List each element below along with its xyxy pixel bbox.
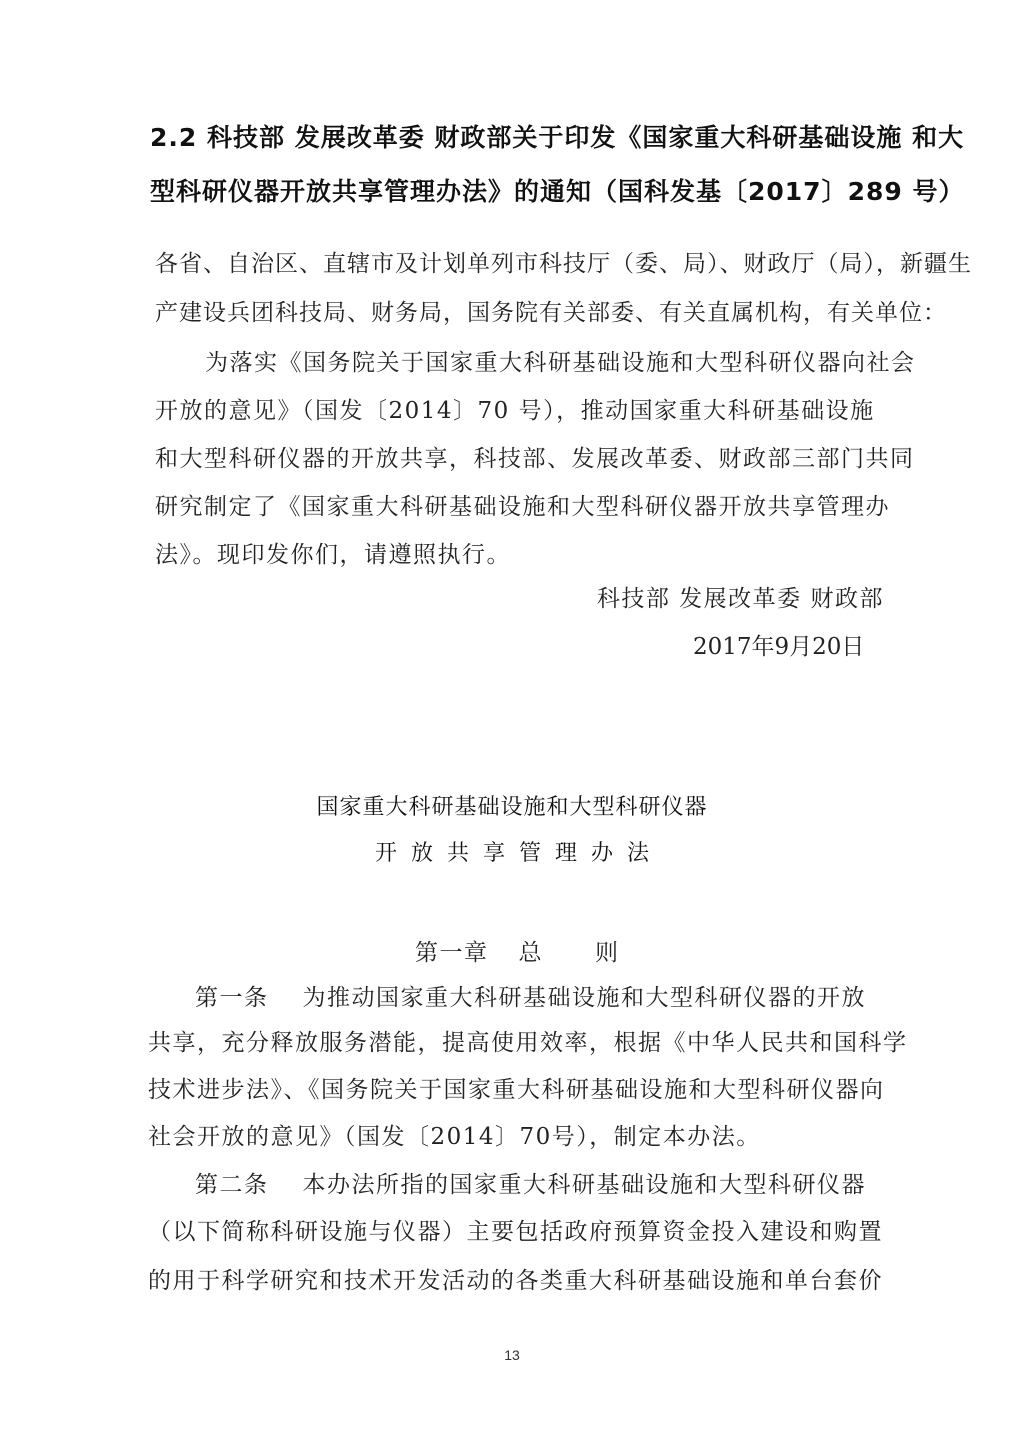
notice-body-line: 和大型科研仪器的开放共享，科技部、发展改革委、财政部三部门共同: [155, 446, 915, 472]
notice-recipients-line-1: 各省、自治区、直辖市及计划单列市科技厅（委、局）、财政厅（局），新疆生: [155, 251, 972, 277]
chapter-name-part-2: 则: [595, 940, 620, 966]
section-heading-line-1: 2.2 科技部 发展改革委 财政部关于印发《国家重大科研基础设施 和大: [150, 123, 965, 152]
article-line: 共享，充分释放服务潜能，提高使用效率，根据《中华人民共和国科学: [148, 1030, 908, 1056]
article-line: （以下简称科研设施与仪器）主要包括政府预算资金投入建设和购置: [148, 1219, 883, 1245]
article-first-line: [195, 1166, 866, 1199]
notice-body-line: 开放的意见》（国发〔2014〕70 号），推动国家重大科研基础设施: [155, 398, 875, 424]
page-number: 13: [504, 1347, 520, 1363]
article-label: 第一条: [195, 985, 269, 1011]
chapter-label: 第一章: [415, 940, 489, 966]
notice-body-line: 为落实《国务院关于国家重大科研基础设施和大型科研仪器向社会: [205, 350, 916, 376]
article-line: 社会开放的意见》（国发〔2014〕70号），制定本办法。: [148, 1124, 761, 1150]
chapter-name-part-1: 总: [518, 940, 543, 966]
article-text: 为推动国家重大科研基础设施和大型科研仪器的开放: [302, 985, 866, 1011]
notice-body-line: 法》。现印发你们，请遵照执行。: [155, 542, 511, 568]
article-text: 本办法所指的国家重大科研基础设施和大型科研仪器: [302, 1172, 866, 1198]
section-heading-line-2: 型科研仪器开放共享管理办法》的通知（国科发基〔2017〕289 号）: [150, 177, 965, 206]
notice-signature: 科技部 发展改革委 财政部: [596, 586, 884, 612]
chapter-heading: [415, 934, 620, 967]
article-line: 技术进步法》、《国务院关于国家重大科研基础设施和大型科研仪器向: [148, 1077, 885, 1103]
article-line: 的用于科学研究和技术开发活动的各类重大科研基础设施和单台套价: [148, 1268, 883, 1294]
notice-recipients-line-2: 产建设兵团科技局、财务局，国务院有关部委、有关直属机构，有关单位：: [155, 300, 947, 326]
notice-body-line: 研究制定了《国家重大科研基础设施和大型科研仪器开放共享管理办: [155, 494, 890, 520]
article-first-line: [195, 979, 866, 1012]
article-label: 第二条: [195, 1172, 269, 1198]
document-title-line-1: 国家重大科研基础设施和大型科研仪器: [316, 795, 708, 820]
notice-date: 2017年9月20日: [693, 634, 865, 660]
document-title-line-2: 开放共享管理办法: [374, 841, 663, 866]
